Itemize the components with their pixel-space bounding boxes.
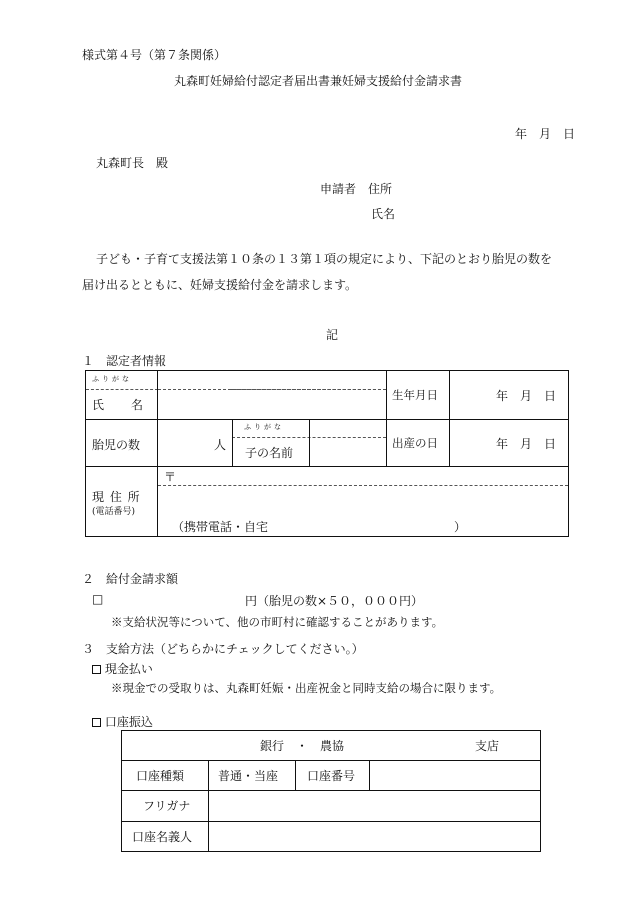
ki-heading: 記 [326, 328, 339, 342]
amount-checkbox[interactable]: □ [92, 592, 104, 606]
addressee: 丸森町長 殿 [96, 156, 169, 170]
birthdate-label: 生年月日 [392, 388, 438, 402]
applicant-address-label: 申請者 住所 [320, 182, 393, 196]
transfer-checkbox[interactable] [92, 718, 101, 727]
delivery-date-field[interactable]: 年 月 日 [496, 437, 557, 451]
bank-label: 銀行 ・ 農協 [260, 739, 345, 753]
fetus-count-unit: 人 [214, 438, 227, 452]
holder-label: 口座名義人 [132, 830, 193, 844]
section3-heading: ３ 支給方法（どちらかにチェックしてください。） [82, 642, 364, 656]
transfer-label: 口座振込 [104, 715, 153, 729]
account-type-value[interactable]: 普通・当座 [218, 769, 279, 783]
delivery-date-label: 出産の日 [392, 436, 438, 450]
branch-label: 支店 [475, 739, 500, 753]
child-name-label: 子の名前 [245, 446, 294, 460]
phone-label: (電話番号) [92, 507, 136, 517]
name-input[interactable] [158, 390, 384, 416]
account-number-label: 口座番号 [307, 769, 356, 783]
amount-text: 円（胎児の数×５０，０００円） [245, 594, 424, 608]
furigana-label: ふりがな [92, 375, 132, 383]
cash-checkbox[interactable] [92, 665, 101, 674]
cash-note: ※現金での受取りは、丸森町妊娠・出産祝金と同時支給の場合に限ります。 [111, 681, 502, 695]
address-label: 現 住 所 [92, 490, 141, 504]
section1-heading: １ 認定者情報 [82, 354, 167, 368]
name-label: 氏 名 [92, 398, 145, 412]
amount-note: ※支給状況等について、他の市町村に確認することがあります。 [111, 615, 444, 629]
phone-hint-close: ） [454, 520, 467, 534]
form-number: 様式第４号（第７条関係） [82, 48, 227, 62]
cash-option[interactable] [92, 660, 153, 677]
child-furigana-label: ふりがな [244, 423, 284, 431]
fetus-count-label: 胎児の数 [92, 438, 141, 452]
paragraph-line-2: 届け出るとともに、妊婦支援給付金を請求します。 [82, 278, 358, 292]
holder-input[interactable] [210, 822, 538, 848]
phone-hint-open: （携帯電話・自宅 [172, 520, 269, 534]
page-title: 丸森町妊婦給付認定者届出書兼妊婦支援給付金請求書 [174, 74, 463, 88]
cash-label: 現金払い [104, 662, 153, 676]
transfer-option[interactable] [92, 713, 153, 730]
postal-mark: 〒 [164, 470, 177, 484]
account-number-input[interactable] [370, 762, 538, 786]
kana-label: フリガナ [143, 799, 191, 813]
date-field[interactable]: 年 月 日 [515, 127, 576, 141]
section2-heading: ２ 給付金請求額 [82, 572, 179, 586]
paragraph-line-1: 子ども・子育て支援法第１０条の１３第１項の規定により、下記のとおり胎児の数を [96, 252, 553, 266]
account-type-label: 口座種類 [136, 769, 185, 783]
applicant-name-label: 氏名 [371, 207, 396, 221]
birthdate-field[interactable]: 年 月 日 [496, 389, 557, 403]
kana-input[interactable] [210, 792, 538, 816]
